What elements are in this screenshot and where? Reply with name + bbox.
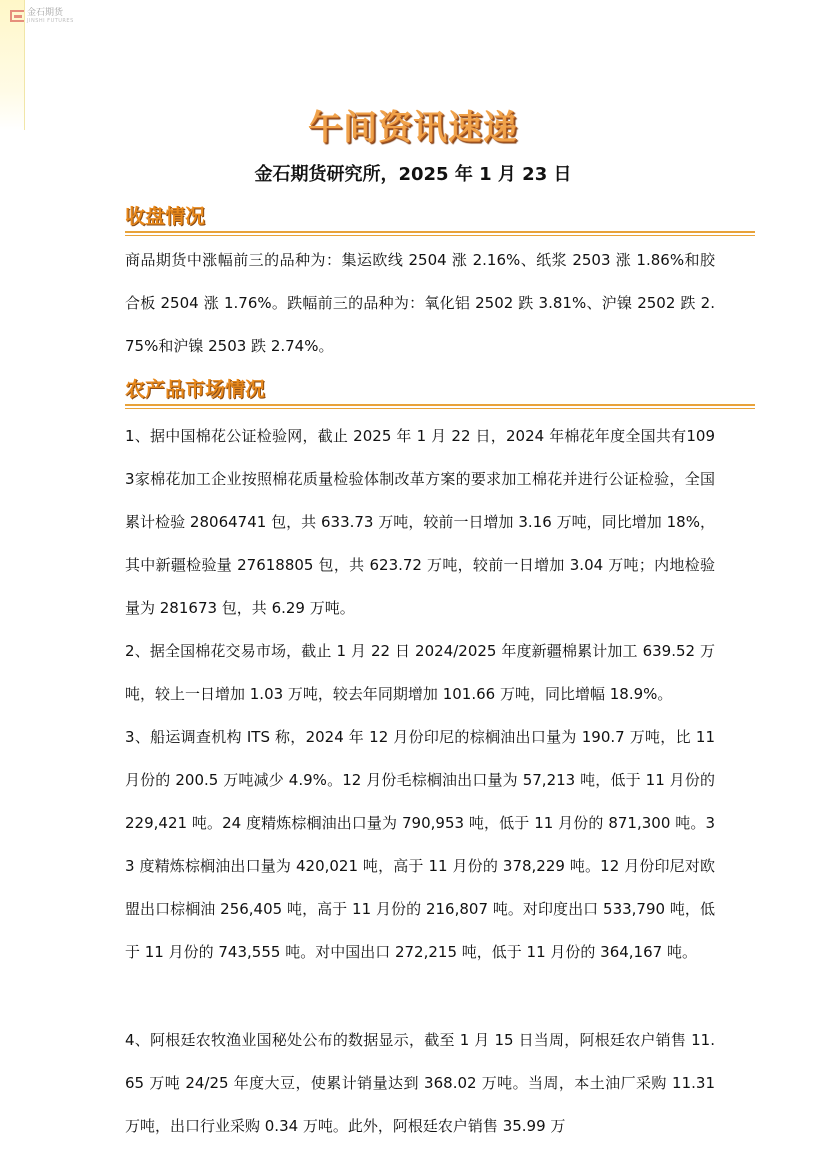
paragraph-item-2: 2、据全国棉花交易市场，截止 1 月 22 日 2024/2025 年度新疆棉累计加工 639.52 万吨，较上一日增加 1.03 万吨，较去年同期增加 101.66 万吨，同比增幅 18.9%。 bbox=[125, 642, 715, 703]
paragraph-item-4: 4、阿根廷农牧渔业国秘处公布的数据显示，截至 1 月 15 日当周，阿根廷农户销售 11.65 万吨 24/25 年度大豆，使累计销量达到 368.02 万吨。当周，本土油厂采购 11.31 万吨，出口行业采购 0.34 万吨。此外，阿根廷农户销售 35.99 万 bbox=[125, 1031, 715, 1135]
section-divider-thin bbox=[125, 235, 755, 236]
logo-mark-icon bbox=[10, 10, 24, 22]
paragraph-closing-summary: 商品期货中涨幅前三的品种为：集运欧线 2504 涨 2.16%、纸浆 2503 涨 1.86%和胶合板 2504 涨 1.76%。跌幅前三的品种为：氧化铝 2502 跌 3.81%、沪镍 2502 跌 2.75%和沪镍 2503 跌 2.74%。 bbox=[125, 251, 715, 355]
section-heading-agri bbox=[125, 377, 755, 409]
company-logo bbox=[10, 8, 74, 24]
logo-name-en: JINSHI FUTURES bbox=[27, 17, 74, 24]
page-title: 午间资讯速递 bbox=[308, 108, 518, 148]
page-subtitle: 金石期货研究所，2025 年 1 月 23 日 bbox=[254, 164, 572, 185]
paragraph-item-1: 1、据中国棉花公证检验网，截止 2025 年 1 月 22 日，2024 年棉花年度全国共有1093家棉花加工企业按照棉花质量检验体制改革方案的要求加工棉花并进行公证检验，全国累计检验 28064741 包，共 633.73 万吨，较前一日增加 3.16 万吨，同比增加 18%，其中新疆检验量 27618805 包，共 623.72 万吨，较前一日增加 3.04 万吨；内地检验量为 281673 包，共 6.29 万吨。 bbox=[125, 427, 715, 617]
logo-text bbox=[27, 9, 74, 24]
section-heading-closing bbox=[125, 204, 755, 236]
paragraph-item-3: 3、船运调查机构 ITS 称，2024 年 12 月份印尼的棕榈油出口量为 190.7 万吨，比 11 月份的 200.5 万吨减少 4.9%。12 月份毛棕榈油出口量为 57,213 吨，低于 11 月份的 229,421 吨。24 度精炼棕榈油出口量为 790,953 吨，低于 11 月份的 871,300 吨。33 度精炼棕榈油出口量为 420,021 吨，高于 11 月份的 378,229 吨。12 月份印尼对欧盟出口棕榈油 256,405 吨，高于 11 月份的 216,807 吨。对印度出口 533,790 吨，低于 11 月份的 743,555 吨。对中国出口 272,215 吨，低于 11 月份的 364,167 吨。 bbox=[125, 728, 715, 961]
section-divider bbox=[125, 231, 755, 233]
section-heading-label: 农产品市场情况 bbox=[125, 377, 265, 401]
section-divider-thin bbox=[125, 408, 755, 409]
section-heading-label: 收盘情况 bbox=[125, 204, 205, 228]
section-divider bbox=[125, 404, 755, 406]
logo-name-cn: 金石期货 bbox=[27, 7, 64, 18]
